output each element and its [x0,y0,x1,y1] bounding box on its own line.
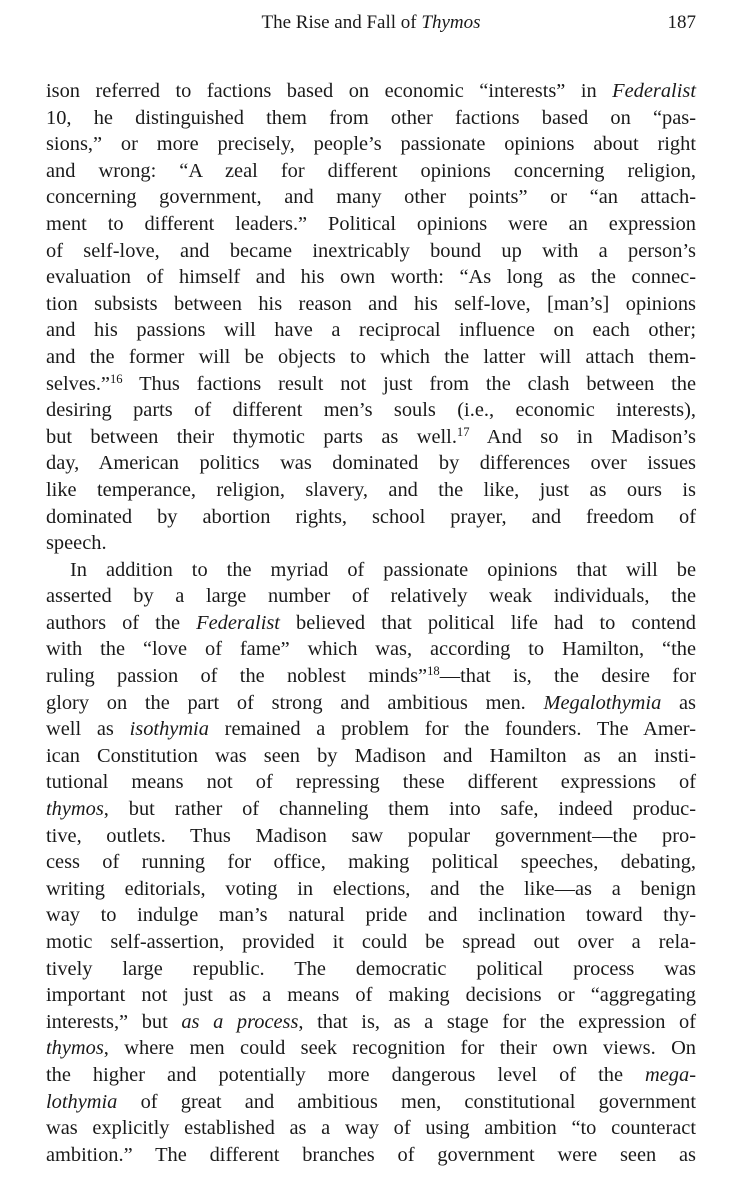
italic-run: lothymia [46,1090,118,1113]
text-line [46,929,696,956]
text-run: ison referred to factions based on economic “interests” in [46,80,613,102]
italic-run: thymos [46,1037,104,1060]
text-line [46,477,696,504]
page-number: 187 [667,12,696,33]
text-line [46,610,696,637]
text-line [46,504,696,531]
text-run: sions,” or more precisely, people’s passionate opinions about right [46,133,696,156]
text-run: tively large republic. The democratic political process was [46,957,696,980]
text-line [46,583,696,610]
text-run: of self-love, and became inextricably bound up with a person’s [46,239,696,262]
footnote-marker: 17 [456,424,470,439]
text-run: interests,” but [46,1010,182,1033]
text-run: with the “love of fame” which was, according to Hamilton, “the [46,638,696,661]
text-run: selves.” [46,372,110,395]
text-run: cess of running for office, making political speeches, debating, [46,851,696,874]
text-line [46,876,696,903]
text-run: In addition to the myriad of passionate opinions that will be [70,558,696,581]
text-line [46,796,696,823]
text-run: of great and ambitious men, constitutional government [117,1090,696,1113]
text-run: tion subsists between his reason and his self-love, [man’s] opinions [46,292,696,315]
text-run: , where men could seek recognition for their own views. On [103,1037,696,1060]
running-header [46,12,696,40]
text-run: ment to different leaders.” Political opinions were an expression [46,212,696,235]
text-line [46,982,696,1009]
italic-run: Megalothymia [543,691,662,714]
text-run: authors of the [46,611,197,634]
text-line [46,344,696,371]
text-line [46,211,696,238]
italic-run: thymos [46,798,104,821]
text-line [46,1035,696,1062]
footnote-marker: 18 [427,664,440,679]
text-run: way to indulge man’s natural pride and inclination toward thy- [46,904,696,927]
italic-run: Federalist [196,611,280,634]
text-run: motic self-assertion, provided it could be spread out over a rela- [46,931,696,953]
text-run: was explicitly established as a way of using ambition “to counteract [46,1117,696,1140]
text-run: writing editorials, voting in elections, and the like—as a benign [46,877,696,900]
text-run: dominated by abortion rights, school prayer, and freedom of [46,505,696,528]
text-line [46,1115,696,1142]
text-run: day, American politics was dominated by differences over issues [46,452,696,475]
running-title [46,12,696,34]
text-run: ambition.” The different branches of government were seen as [46,1143,696,1166]
text-line [46,530,696,557]
text-run: the higher and potentially more dangerous level of the [46,1063,646,1086]
text-run: but between their thymotic parts as well. [46,425,457,448]
text-line [46,105,696,132]
text-run: speech. [46,532,107,555]
text-line [46,397,696,424]
text-line [46,1062,696,1089]
text-run: well as [46,718,130,741]
text-run: evaluation of himself and his own worth: “As long as the connec- [46,266,696,289]
text-run: , that is, as a stage for the expression of [298,1010,696,1033]
text-run: ican Constitution was seen by Madison and Hamilton as an insti- [46,744,696,767]
text-line [46,690,696,717]
text-line [46,956,696,983]
text-run: remained a problem for the founders. The Amer- [208,718,696,741]
running-title-italic: Thymos [421,12,481,33]
text-run: as [661,691,696,714]
italic-run: isothymia [129,718,209,741]
text-line [46,1089,696,1116]
text-line [46,264,696,291]
italic-run: as a process [181,1010,299,1033]
running-title-roman: The Rise and Fall of [261,12,422,33]
body-text [46,78,696,1168]
text-line [46,743,696,770]
text-line [46,317,696,344]
text-run: tutional means not of repressing these different expressions of [46,771,696,794]
text-line [46,769,696,796]
text-line [46,131,696,158]
text-run: desiring parts of different men’s souls (i.e., economic interests), [46,399,696,422]
text-line [46,636,696,663]
text-run: concerning government, and many other points” or “an attach- [46,186,696,209]
text-line [46,1142,696,1169]
text-run: glory on the part of strong and ambitious men. [46,691,544,714]
text-line [46,849,696,876]
text-line [46,184,696,211]
text-line [46,424,696,451]
text-line [46,557,696,584]
text-run: And so in Madison’s [469,425,696,448]
text-run: Thus factions result not just from the clash between the [122,372,696,395]
text-line [46,1009,696,1036]
text-run: and the former will be objects to which the latter will attach them- [46,345,696,368]
text-line [46,371,696,398]
text-run: 10, he distinguished them from other factions based on “pas- [46,106,696,129]
text-line [46,716,696,743]
text-run: tive, outlets. Thus Madison saw popular government—the pro- [46,824,696,847]
text-line [46,158,696,185]
text-line [46,902,696,929]
text-line [46,238,696,265]
text-line [46,823,696,850]
italic-run: mega- [645,1063,696,1086]
text-line [46,78,696,105]
text-run: ruling passion of the noblest minds” [46,665,428,688]
text-run: and his passions will have a reciprocal influence on each other; [46,319,696,342]
text-run: and wrong: “A zeal for different opinions concerning religion, [46,159,696,182]
text-run: like temperance, religion, slavery, and the like, just as ours is [46,478,696,501]
text-line [46,450,696,477]
footnote-marker: 16 [109,371,123,386]
text-run: , but rather of channeling them into safe, indeed produc- [103,798,696,821]
text-line [46,663,696,690]
text-run: important not just as a means of making decisions or “aggregating [46,984,696,1007]
text-run: —that is, the desire for [439,665,696,688]
text-run: asserted by a large number of relatively weak individuals, the [46,585,696,608]
text-run: believed that political life had to contend [279,611,696,634]
italic-run: Federalist [612,80,696,102]
text-line [46,291,696,318]
